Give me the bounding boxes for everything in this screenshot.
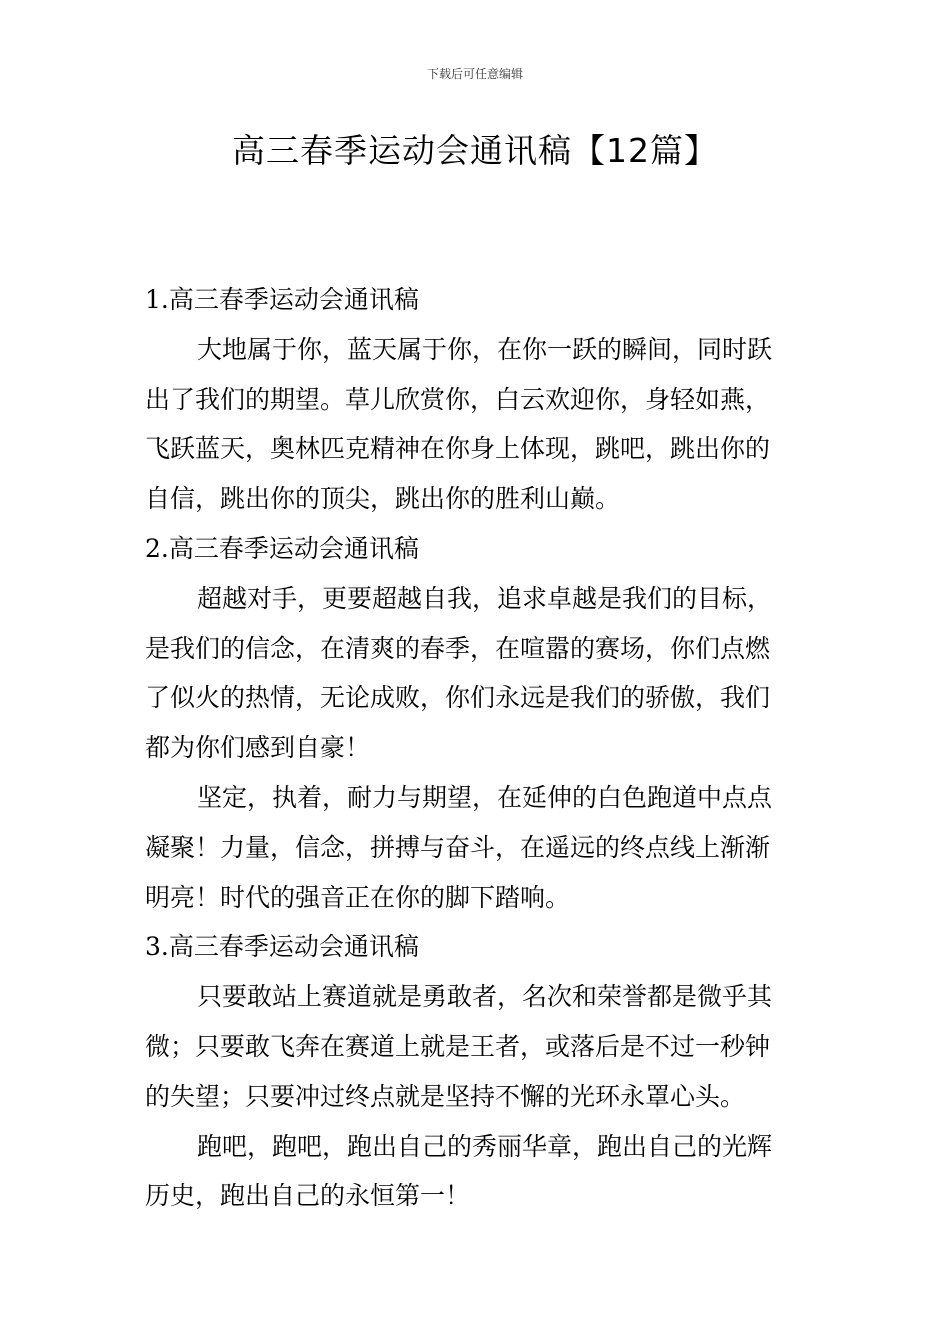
paragraph-line: 历史，跑出自己的永恒第一！ [145, 1181, 471, 1211]
paragraph-line: 的失望；只要冲过终点就是坚持不懈的光环永罩心头。 [145, 1081, 746, 1111]
paragraph-line: 自信，跳出你的顶尖，跳出你的胜利山巅。 [145, 484, 621, 514]
section-heading-3: 3.高三春季运动会通讯稿 [145, 932, 419, 962]
paragraph-line: 微；只要敢飞奔在赛道上就是王者，或落后是不过一秒钟 [145, 1031, 771, 1061]
paragraph-line: 飞跃蓝天，奥林匹克精神在你身上体现，跳吧，跳出你的 [145, 434, 771, 464]
paragraph-line: 都为你们感到自豪！ [145, 733, 371, 763]
paragraph-line: 只要敢站上赛道就是勇敢者，名次和荣誉都是微乎其 [197, 982, 773, 1012]
header-note: 下载后可任意编辑 [426, 67, 523, 81]
document-title: 高三春季运动会通讯稿【12篇】 [232, 131, 718, 170]
section-heading-2: 2.高三春季运动会通讯稿 [145, 533, 419, 563]
paragraph-line: 了似火的热情，无论成败，你们永远是我们的骄傲，我们 [145, 683, 771, 713]
paragraph-line: 跑吧，跑吧，跑出自己的秀丽华章，跑出自己的光辉 [197, 1131, 773, 1161]
paragraph-line: 大地属于你，蓝天属于你，在你一跃的瞬间，同时跃 [197, 334, 773, 364]
section-heading-1: 1.高三春季运动会通讯稿 [145, 285, 419, 314]
document-body [145, 275, 810, 1221]
paragraph-line: 出了我们的期望。草儿欣赏你，白云欢迎你，身轻如燕， [145, 384, 771, 414]
paragraph-line: 凝聚！力量，信念，拼搏与奋斗，在遥远的终点线上渐渐 [145, 832, 771, 862]
paragraph-line: 超越对手，更要超越自我，追求卓越是我们的目标， [197, 583, 773, 613]
paragraph-line: 是我们的信念，在清爽的春季，在喧嚣的赛场，你们点燃 [145, 633, 771, 663]
paragraph-line: 明亮！时代的强音正在你的脚下踏响。 [145, 882, 571, 912]
paragraph-line: 坚定，执着，耐力与期望，在延伸的白色跑道中点点 [197, 782, 773, 812]
